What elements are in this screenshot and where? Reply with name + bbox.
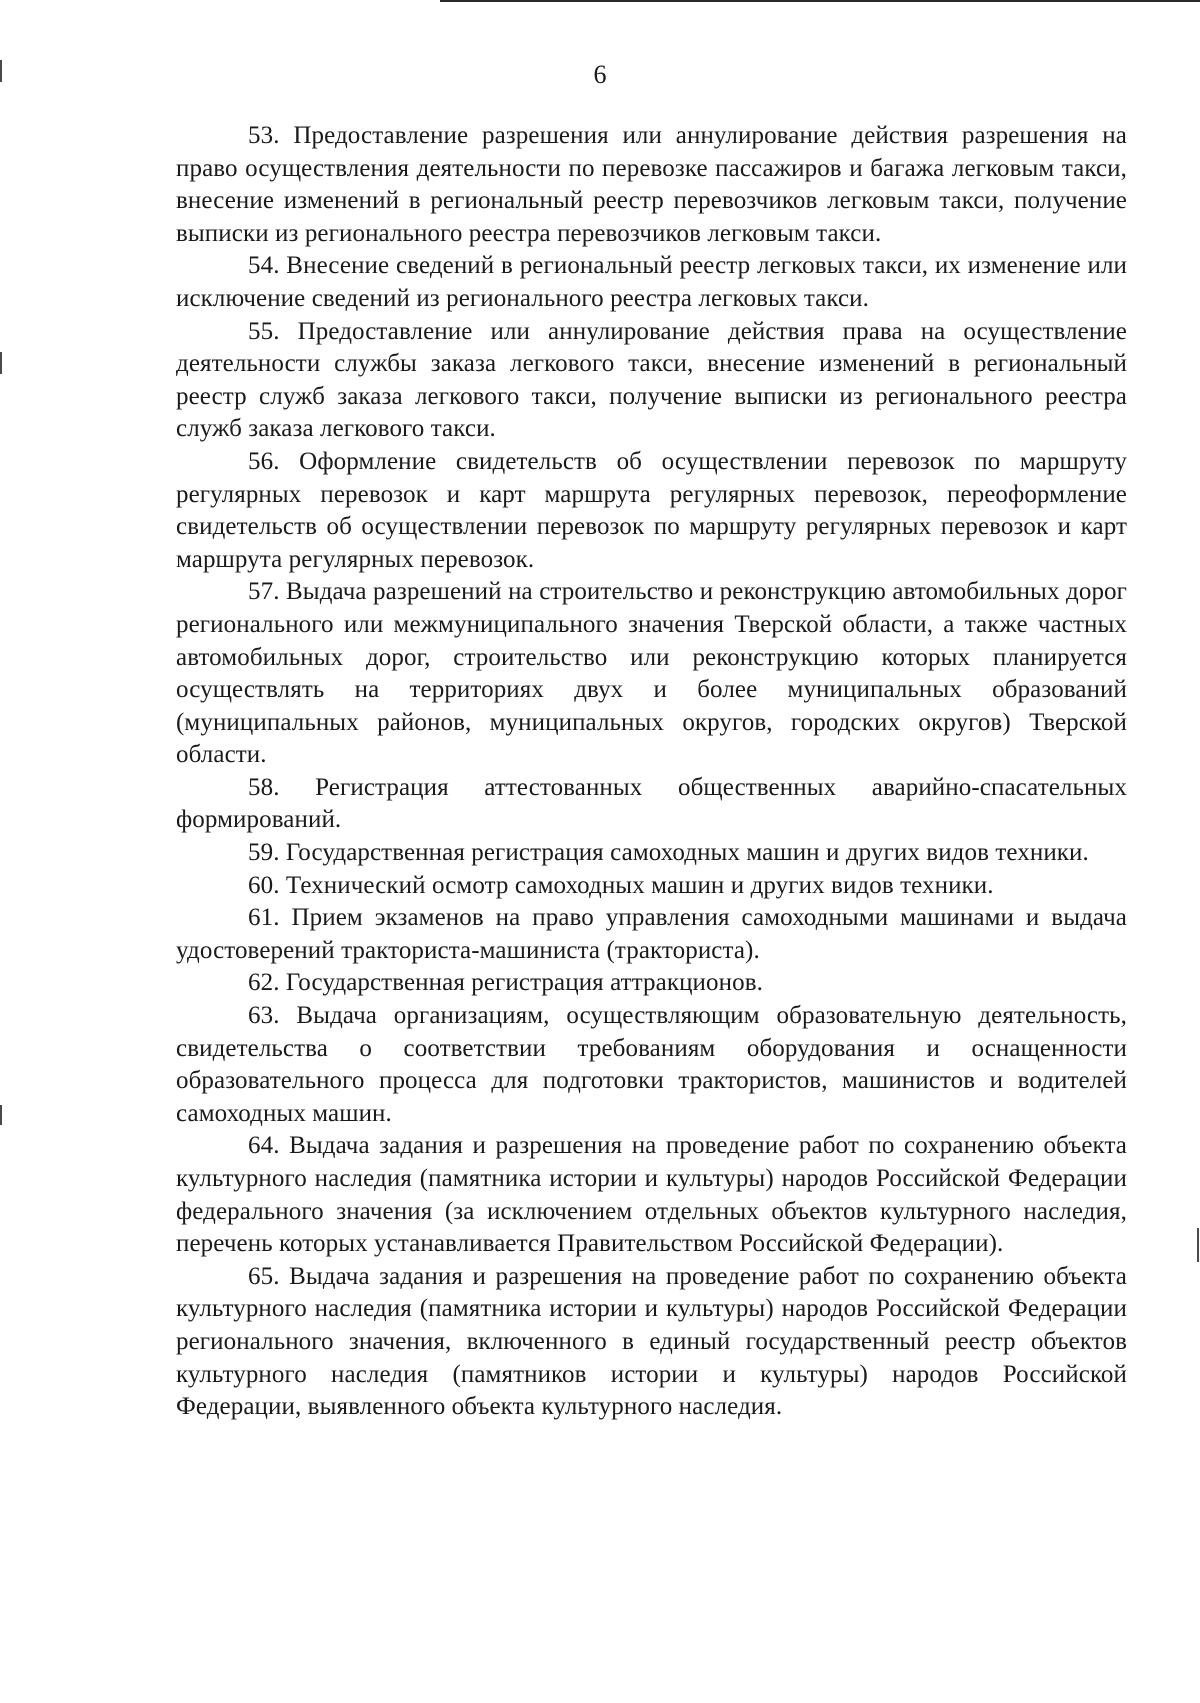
list-item: 54. Внесение сведений в региональный реестр легковых такси, их изменение или исключение сведений из регионального реестра легковых такси. [176,252,1127,312]
scan-top-edge [440,0,1200,2]
scan-edge-mark [1197,1228,1199,1262]
list-item: 64. Выдача задания и разрешения на проведение работ по сохранению объекта культурного наследия (памятника истории и культуры) народов Российской Федерации федерального значения (за исключением отдельных объектов культурного наследия, перечень которых устанавливается Правительством Российской Федерации). [176,1132,1127,1258]
list-item: 65. Выдача задания и разрешения на проведение работ по сохранению объекта культурного наследия (памятника истории и культуры) народов Российской Федерации регионального значения, включенного в единый государственный реестр объектов культурного наследия (памятников истории и культуры) народов Российской Федерации, выявленного объекта культурного наследия. [176,1262,1127,1421]
list-item: 59. Государственная регистрация самоходных машин и других видов техники. [248,839,1089,867]
scan-edge-mark [0,352,2,374]
document-body [176,120,1127,1424]
list-item: 62. Государственная регистрация аттракционов. [248,969,763,997]
list-item: 58. Регистрация аттестованных общественных аварийно-спасательных формирований. [176,773,1127,834]
list-item: 57. Выдача разрешений на строительство и реконструкцию автомобильных дорог регионального или межмуниципального значения Тверской области, а также частных автомобильных дорог, строительство или реконструкцию которых планируется осуществлять на территориях двух и более муниципальных образований (муниципальных районов, муниципальных округов, городских округов) Тверской области. [176,578,1127,769]
list-item: 63. Выдача организациям, осуществляющим образовательную деятельность, свидетельства о соответствии требованиям оборудования и оснащенности образовательного процесса для подготовки трактористов, машинистов и водителей самоходных машин. [176,1002,1127,1127]
list-item: 61. Прием экзаменов на право управления самоходными машинами и выдача удостоверений тракториста-машиниста (тракториста). [176,904,1127,964]
scan-edge-mark [0,1105,2,1125]
list-item: 55. Предоставление или аннулирование действия права на осуществление деятельности службы заказа легкового такси, внесение изменений в региональный реестр служб заказа легкового такси, получение выписки из регионального реестра служб заказа легкового такси. [176,317,1127,443]
list-item: 60. Технический осмотр самоходных машин и других видов техники. [248,871,994,899]
list-item: 53. Предоставление разрешения или аннулирование действия разрешения на право осуществления деятельности по перевозке пассажиров и багажа легковым такси, внесение изменений в региональный реестр перевозчиков легковым такси, получение выписки из регионального реестра перевозчиков легковым такси. [176,122,1127,247]
list-item: 56. Оформление свидетельств об осуществлении перевозок по маршруту регулярных перевозок и карт маршрута регулярных перевозок, переоформление свидетельств об осуществлении перевозок по маршруту регулярных перевозок и карт маршрута регулярных перевозок. [176,447,1127,573]
page-number: 6 [593,60,607,89]
